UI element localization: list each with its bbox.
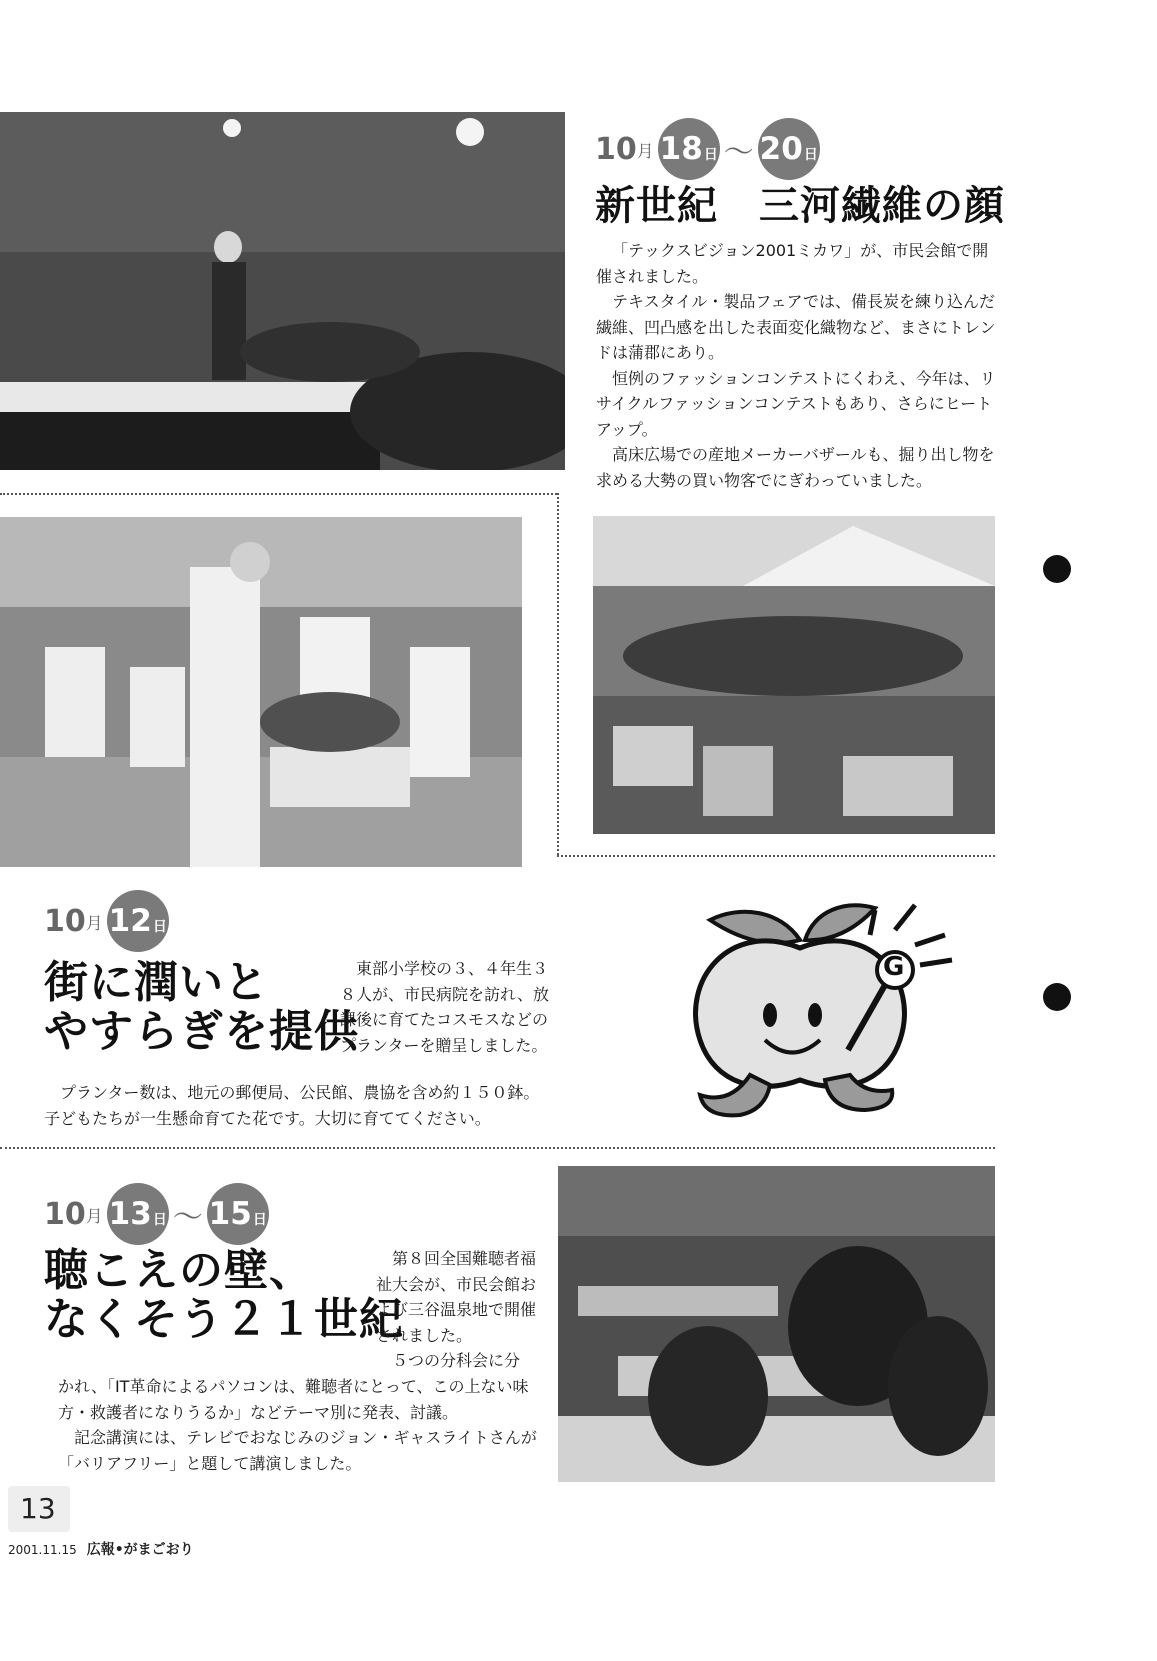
date-start-badge — [658, 118, 720, 180]
date-start-day: 18 — [659, 131, 703, 167]
section-divider — [557, 493, 559, 855]
date-month-unit: 月 — [85, 1206, 103, 1227]
article1-paragraph: テキスタイル・製品フェアでは、備長炭を練り込んだ繊維、凹凸感を出した表面変化織物など、まさにトレンドは蒲郡にあり。 — [596, 292, 996, 362]
date-month: 10 — [595, 131, 637, 167]
article1-headline: 新世紀 三河繊維の顔 — [595, 183, 1005, 229]
article3-date — [44, 1183, 269, 1245]
date-range-tilde: ～ — [723, 135, 754, 170]
date-month: 10 — [44, 1196, 86, 1232]
article1-paragraph: 恒例のファッションコンテストにくわえ、今年は、リサイクルファッションコンテストもあり、さらにヒートアップ。 — [596, 368, 996, 439]
date-month-unit: 月 — [85, 913, 103, 934]
article2-body-upper: 東部小学校の３、４年生３８人が、市民病院を訪れ、放課後に育てたコスモスなどのプランターを贈呈しました。 — [340, 959, 549, 1055]
article3-body-lower — [58, 1374, 538, 1476]
page-number-box — [8, 1486, 70, 1532]
article1-paragraph: 「テックスビジョン2001ミカワ」が、市民会館で開催されました。 — [596, 241, 989, 286]
date-start-badge — [107, 1183, 169, 1245]
bazaar-photo — [593, 516, 995, 834]
date-range-tilde: ～ — [172, 1200, 203, 1235]
article3-body-upper — [376, 1246, 546, 1374]
conference-photo — [558, 1166, 995, 1482]
apple-mascot-illustration — [670, 890, 970, 1130]
date-day-unit: 日 — [152, 1212, 167, 1228]
article3-paragraph: 第８回全国難聴者福祉大会が、市民会館および三谷温泉地で開催されました。 — [376, 1249, 537, 1345]
date-end-day: 20 — [759, 131, 803, 167]
fashion-show-photo — [0, 112, 565, 470]
page-number: 13 — [20, 1492, 56, 1525]
issue-date: 2001.11.15 — [8, 1543, 77, 1557]
section-divider — [557, 855, 995, 857]
date-day-badge — [107, 890, 169, 952]
binder-hole — [1043, 983, 1071, 1011]
section-divider — [0, 493, 557, 495]
article2-date — [44, 890, 169, 952]
date-day-unit: 日 — [703, 147, 718, 163]
mascot-letter: G — [883, 952, 905, 982]
footer-line — [8, 1539, 208, 1559]
headline-line: なくそう２１世紀 — [44, 1294, 404, 1346]
date-end-badge — [207, 1183, 269, 1245]
binder-hole — [1043, 555, 1071, 583]
date-day-unit: 日 — [803, 147, 818, 163]
headline-line: 街に潤いと — [44, 957, 269, 1008]
children-planter-photo — [0, 517, 522, 867]
date-month: 10 — [44, 903, 86, 939]
date-end-day: 15 — [208, 1196, 252, 1232]
article2-headline — [44, 958, 359, 1057]
section-divider — [0, 1147, 995, 1149]
headline-line: 聴こえの壁、 — [44, 1245, 314, 1296]
article2-body-lower — [44, 1080, 564, 1131]
article3-headline — [44, 1246, 404, 1345]
date-day: 12 — [108, 903, 152, 939]
article2-paragraph: プランター数は、地元の郵便局、公民館、農協を含め約１５０鉢。 — [60, 1083, 540, 1102]
article3-paragraph: ５つの分科会に分 — [392, 1351, 521, 1370]
date-day-unit: 日 — [252, 1212, 267, 1228]
article2-paragraph: 子どもたちが一生懸命育てた花です。大切に育ててください。 — [44, 1108, 491, 1128]
date-month-unit: 月 — [636, 141, 654, 162]
article3-paragraph: 記念講演には、テレビでおなじみのジョン・ギャスライトさんが「バリアフリー」と題して講演しました。 — [58, 1428, 537, 1473]
article3-paragraph: かれ、「IT革命によるパソコンは、難聴者にとって、この上ない味方・救護者になりうるか」などテーマ別に発表、討議。 — [58, 1377, 529, 1422]
headline-line: やすらぎを提供 — [44, 1006, 359, 1058]
date-start-day: 13 — [108, 1196, 152, 1232]
article1-body — [596, 238, 996, 493]
date-end-badge — [758, 118, 820, 180]
article1-paragraph: 高床広場での産地メーカーバザールも、掘り出し物を求める大勢の買い物客でにぎわっていました。 — [596, 445, 995, 490]
publication-name: 広報•がまごおり — [86, 1542, 194, 1558]
date-day-unit: 日 — [152, 919, 167, 935]
article1-date — [595, 118, 820, 180]
